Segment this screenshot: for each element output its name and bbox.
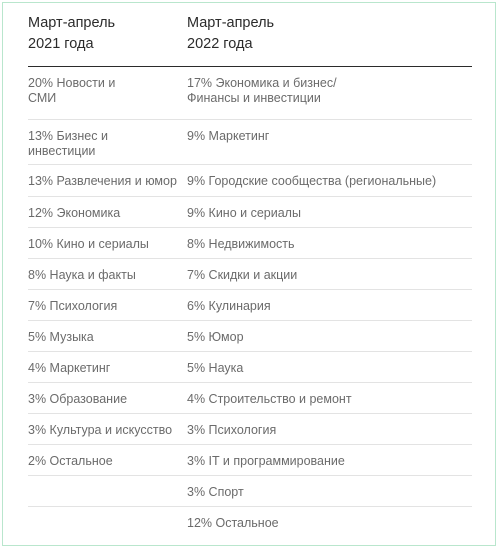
table-row (28, 165, 472, 197)
table-row (28, 321, 472, 352)
header-2022 (187, 10, 472, 66)
table-row (28, 197, 472, 228)
cell-2021: 10% Кино и сериалы (28, 237, 149, 251)
cell-2022: 9% Городские сообщества (региональные) (187, 174, 437, 188)
cell-2021: 4% Маркетинг (28, 361, 111, 375)
cell-2022: 3% Спорт (187, 485, 244, 499)
table-row (28, 352, 472, 383)
table-row (28, 507, 472, 538)
table-row (28, 445, 472, 476)
cell-2021: 8% Наука и факты (28, 268, 136, 282)
cell-2021 (28, 476, 187, 506)
table-row (28, 383, 472, 414)
cell-2021: 5% Музыка (28, 330, 94, 344)
cell-2021: 3% Образование (28, 392, 128, 406)
cell-2021: 13% Бизнес и инвестиции (28, 129, 108, 158)
cell-2021: 20% Новости и СМИ (28, 76, 116, 105)
cell-2021: 12% Экономика (28, 206, 121, 220)
cell-2021 (28, 507, 187, 538)
table-header (28, 10, 472, 67)
cell-2021: 2% Остальное (28, 454, 113, 468)
cell-2022: 12% Остальное (187, 516, 279, 530)
table-row (28, 120, 472, 165)
cell-2021: 13% Развлечения и юмор (28, 174, 177, 188)
table-row (28, 414, 472, 445)
cell-2022: 4% Строительство и ремонт (187, 392, 352, 406)
header-2021 (28, 10, 187, 66)
header-2021-line2: 2021 года (28, 36, 94, 52)
cell-2022: 3% Психология (187, 423, 277, 437)
cell-2021: 3% Культура и искусство (28, 423, 173, 437)
cell-2022: 17% Экономика и бизнес/Финансы и инвестиции (187, 76, 337, 105)
cell-2022: 9% Кино и сериалы (187, 206, 301, 220)
table-row (28, 67, 472, 120)
cell-2022: 6% Кулинария (187, 299, 271, 313)
cell-2022: 5% Юмор (187, 330, 244, 344)
cell-2022: 5% Наука (187, 361, 244, 375)
cell-2022: 9% Маркетинг (187, 129, 270, 143)
header-2021-line1: Март-апрель (28, 15, 116, 31)
table-row (28, 259, 472, 290)
header-2022-line1: Март-апрель (187, 15, 275, 31)
header-2022-line2: 2022 года (187, 36, 253, 52)
cell-2022: 3% IT и программирование (187, 454, 345, 468)
table-row (28, 228, 472, 259)
table-row (28, 290, 472, 321)
comparison-table (28, 10, 472, 538)
cell-2022: 7% Скидки и акции (187, 268, 298, 282)
cell-2021: 7% Психология (28, 299, 118, 313)
cell-2022: 8% Недвижимость (187, 237, 295, 251)
table-row (28, 476, 472, 507)
